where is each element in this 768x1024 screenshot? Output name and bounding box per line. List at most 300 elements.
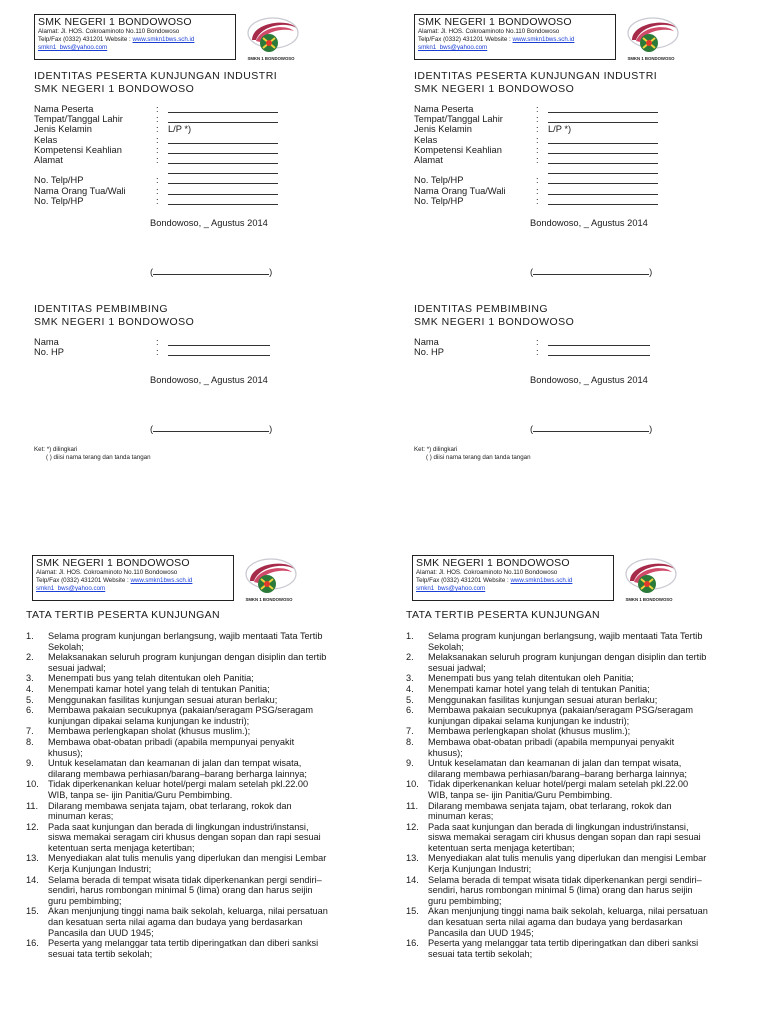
rule-item [406, 631, 768, 652]
field-label: Alamat [414, 154, 443, 165]
sign-close: ) [269, 266, 273, 277]
rule-text: minuman keras; [428, 811, 494, 822]
rule-number: 5. [406, 694, 414, 705]
field-colon: : [156, 104, 159, 114]
rule-number: 8. [406, 736, 414, 747]
pembimbing-date: Bondowoso, _ Agustus 2014 [530, 375, 648, 386]
rule-text: guru pembimbing; [48, 895, 122, 906]
field-colon: : [156, 185, 159, 196]
website-link[interactable]: www.smkn1bws.sch.id [510, 577, 573, 585]
pembimbing-signature[interactable] [150, 423, 398, 434]
rule-text: Menempati kamar hotel yang telah di tentukan Panitia; [48, 683, 270, 694]
rule-text: Sekolah; [48, 641, 84, 652]
rule-text: Menempati kamar hotel yang telah di tentukan Panitia; [428, 683, 650, 694]
sign-close: ) [269, 424, 273, 435]
rule-text: siswa memakai seragam ciri khusus dengan sopan dan rapi sesuai [48, 832, 321, 843]
sign-open: ( [150, 424, 154, 435]
peserta-form [414, 104, 768, 206]
field-input-line[interactable] [548, 165, 658, 174]
rule-text: Melaksanakan seluruh program kunjungan dengan disiplin dan tertib [48, 652, 327, 663]
rule-text: Menggunakan fasilitas kunjungan sesuai aturan berlaku; [48, 694, 278, 705]
peserta-title-2: SMK NEGERI 1 BONDOWOSO [414, 83, 575, 95]
form-row [34, 186, 398, 196]
field-input-line[interactable] [548, 186, 658, 195]
email-link[interactable]: smkn1_bws@yahoo.com [38, 44, 108, 52]
rule-text: Peserta yang melanggar tata tertib diperingatkan dan diberi sanksi [48, 938, 319, 949]
rule-number: 9. [26, 758, 34, 769]
rule-text: Menyediakan alat tulis menulis yang diperlukan dan mengisi Lembar [428, 853, 707, 864]
rule-text: Selama berada di tempat wisata tidak diperkenankan pergi sendiri– [428, 874, 702, 885]
field-input-line[interactable] [548, 347, 650, 356]
school-address: Alamat: Jl. HOS. Cokroaminoto No.110 Bondowoso [418, 28, 560, 35]
field-input-line[interactable] [548, 135, 658, 144]
field-colon: : [536, 154, 539, 165]
rule-number: 10. [26, 779, 39, 790]
form-row [34, 135, 398, 145]
peserta-title-1: IDENTITAS PESERTA KUNJUNGAN INDUSTRI [414, 70, 658, 82]
rule-text: Peserta yang melanggar tata tertib diperingatkan dan diberi sanksi [428, 938, 699, 949]
rule-item [406, 875, 768, 907]
pembimbing-signature[interactable] [530, 423, 768, 434]
school-telp [36, 577, 230, 585]
rule-text: Akan menjunjung tinggi nama baik sekolah, keluarga, nilai persatuan [48, 906, 328, 917]
rule-text: Melaksanakan seluruh program kunjungan dengan disiplin dan tertib [428, 652, 707, 663]
form-row [414, 175, 768, 185]
pembimbing-form [414, 337, 768, 357]
form-page-right [408, 14, 768, 462]
rule-text: ketentuan serta menjaga ketertiban; [428, 842, 575, 853]
logo-caption: SMKN 1 BONDOWOSO [625, 597, 673, 602]
rule-item [26, 652, 396, 673]
field-input-line[interactable] [548, 196, 658, 205]
signature-line[interactable] [533, 266, 649, 275]
school-logo-icon [240, 555, 298, 603]
rule-text: guru pembimbing; [428, 895, 502, 906]
peserta-signature[interactable] [530, 266, 768, 277]
rule-item [26, 705, 396, 726]
rule-item [26, 875, 396, 907]
rule-number: 7. [26, 726, 34, 737]
form-row [34, 337, 398, 347]
logo-caption: SMKN 1 BONDOWOSO [247, 56, 295, 61]
rule-text: kunjungan dipakai selama kunjungan ke industri); [48, 715, 250, 726]
field-label: Nama Orang Tua/Wali [414, 185, 506, 196]
field-input-line[interactable] [168, 145, 278, 154]
field-input-line[interactable] [548, 114, 658, 123]
rule-number: 14. [26, 874, 39, 885]
logo-caption: SMKN 1 BONDOWOSO [627, 56, 675, 61]
rule-text: Pancasila dan UUD 1945; [428, 927, 534, 938]
note-1: Ket: *) dilingkari [414, 446, 458, 454]
field-input-line[interactable] [168, 347, 270, 356]
field-input-line[interactable] [548, 175, 658, 184]
field-colon: : [536, 104, 539, 114]
rule-text: Tidak diperkenankan keluar hotel/pergi malam setelah pkl.22.00 [428, 779, 689, 790]
email-link[interactable]: smkn1_bws@yahoo.com [418, 44, 488, 52]
school-email-row [418, 44, 612, 52]
rule-item [26, 779, 396, 800]
form-row [414, 135, 768, 145]
form-row [34, 175, 398, 185]
school-logo-icon [620, 555, 678, 603]
note-2: ( ) diisi nama terang dan tanda tangan [426, 454, 531, 462]
rule-item [406, 695, 768, 706]
form-row [414, 124, 768, 134]
rule-number: 12. [406, 821, 419, 832]
rule-item [26, 726, 396, 737]
field-colon: : [156, 347, 159, 358]
field-colon: : [536, 114, 539, 125]
rule-number: 10. [406, 779, 419, 790]
rule-text: Untuk keselamatan dan keamanan di jalan dan tempat wisata, [48, 758, 302, 769]
field-input-line[interactable] [168, 155, 278, 164]
rule-item [406, 673, 768, 684]
rule-text: dan kesatuan serta nilai agama dan budaya yang berdasarkan [48, 917, 303, 928]
rule-text: Pancasila dan UUD 1945; [48, 927, 154, 938]
email-link[interactable]: smkn1_bws@yahoo.com [36, 585, 106, 593]
letterhead-box [414, 14, 616, 60]
rule-item [406, 779, 768, 800]
rule-item [406, 938, 768, 959]
field-input-line[interactable] [168, 337, 270, 346]
field-colon: : [536, 175, 539, 186]
rule-number: 3. [26, 673, 34, 684]
school-address: Alamat: Jl. HOS. Cokroaminoto No.110 Bondowoso [36, 569, 178, 576]
field-colon: : [156, 336, 159, 347]
rule-item [406, 705, 768, 726]
pembimbing-title-1: IDENTITAS PEMBIMBING [414, 302, 549, 315]
field-input-line[interactable] [548, 145, 658, 154]
rule-item [26, 758, 396, 779]
rules-page-right [406, 555, 768, 959]
rule-text: Akan menjunjung tinggi nama baik sekolah, keluarga, nilai persatuan [428, 906, 708, 917]
letterhead-box [412, 555, 614, 601]
field-input-line[interactable] [168, 135, 278, 144]
signature-line[interactable] [533, 423, 649, 432]
rule-text: dan kesatuan serta nilai agama dan budaya yang berdasarkan [428, 917, 683, 928]
rule-text: Selama program kunjungan berlangsung, wajib mentaati Tata Tertib [48, 631, 323, 641]
form-page-left [28, 14, 398, 462]
rule-text: sesuai jadwal; [428, 662, 486, 673]
school-telp [416, 577, 610, 585]
field-colon: : [156, 134, 159, 145]
field-label: Jenis Kelamin [414, 124, 472, 135]
field-label: Tempat/Tanggal Lahir [34, 114, 123, 125]
school-email-row [38, 44, 232, 52]
rule-text: Menempati bus yang telah ditentukan oleh Panitia; [48, 673, 254, 684]
form-row [34, 124, 398, 134]
form-row [414, 186, 768, 196]
rule-number: 7. [406, 726, 414, 737]
rule-item [26, 906, 396, 938]
rule-item [26, 801, 396, 822]
rule-item [26, 822, 396, 854]
form-row [34, 347, 398, 357]
notes [414, 446, 768, 462]
rule-text: Membawa obat-obatan pribadi (apabila mempunyai penyakit [428, 736, 675, 747]
school-logo-icon [622, 14, 680, 62]
school-logo-icon [242, 14, 300, 62]
field-label: Nama [414, 336, 439, 347]
school-name: SMK NEGERI 1 BONDOWOSO [36, 557, 190, 569]
field-label: Tempat/Tanggal Lahir [414, 114, 503, 125]
rule-text: Selama berada di tempat wisata tidak diperkenankan pergi sendiri– [48, 874, 322, 885]
school-address: Alamat: Jl. HOS. Cokroaminoto No.110 Bondowoso [416, 569, 558, 576]
field-colon: : [536, 144, 539, 155]
pembimbing-form [34, 337, 398, 357]
rule-number: 16. [406, 938, 419, 949]
field-colon: : [156, 144, 159, 155]
rule-text: WIB, tanpa se- ijin Panitia/Guru Pembimbing. [48, 789, 233, 800]
rule-text: khusus); [48, 747, 83, 758]
rule-item [26, 853, 396, 874]
field-colon: : [536, 185, 539, 196]
rule-item [406, 737, 768, 758]
field-label: Nama Peserta [414, 104, 474, 114]
field-input-line[interactable] [548, 337, 650, 346]
sign-close: ) [649, 424, 653, 435]
rule-text: sesuai tata tertib sekolah; [428, 948, 533, 959]
pembimbing-date: Bondowoso, _ Agustus 2014 [150, 375, 268, 386]
letterhead [28, 14, 398, 64]
field-label: Jenis Kelamin [34, 124, 92, 135]
rule-text: Menggunakan fasilitas kunjungan sesuai aturan berlaku; [428, 694, 658, 705]
rule-item [406, 801, 768, 822]
peserta-date: Bondowoso, _ Agustus 2014 [530, 217, 648, 228]
rule-item [26, 684, 396, 695]
rule-number: 9. [406, 758, 414, 769]
rule-item [26, 938, 396, 959]
form-row [414, 155, 768, 165]
field-label: Kompetensi Keahlian [34, 144, 122, 155]
rule-number: 15. [406, 906, 419, 917]
rule-item [406, 652, 768, 673]
field-colon: : [536, 347, 539, 358]
rule-number: 12. [26, 821, 39, 832]
rule-text: Dilarang membawa senjata tajam, obat terlarang, rokok dan [48, 800, 292, 811]
email-link[interactable]: smkn1_bws@yahoo.com [416, 585, 486, 593]
letterhead-box [32, 555, 234, 601]
rule-text: Sekolah; [428, 641, 464, 652]
peserta-title-2: SMK NEGERI 1 BONDOWOSO [34, 83, 195, 95]
peserta-date: Bondowoso, _ Agustus 2014 [150, 217, 268, 228]
rule-text: Menyediakan alat tulis menulis yang diperlukan dan mengisi Lembar [48, 853, 327, 864]
signature-line[interactable] [153, 266, 269, 275]
rule-number: 1. [26, 631, 34, 641]
rule-item [406, 726, 768, 737]
letterhead [26, 555, 396, 605]
signature-line[interactable] [153, 423, 269, 432]
gender-choice[interactable]: L/P *) [168, 124, 192, 135]
form-row [414, 165, 768, 175]
rule-text: sesuai tata tertib sekolah; [48, 948, 153, 959]
rule-number: 3. [406, 673, 414, 684]
rule-number: 6. [26, 705, 34, 716]
logo-caption: SMKN 1 BONDOWOSO [245, 597, 293, 602]
form-row [34, 155, 398, 165]
rule-text: sendiri, harus rombongan minimal 5 (lima) orang dan harus seijin [428, 885, 693, 896]
rules-title: TATA TERTIB PESERTA KUNJUNGAN [26, 609, 221, 621]
rule-text: Membawa pakaian secukupnya (pakaian/seragam PSG/seragam [428, 705, 694, 716]
peserta-signature[interactable] [150, 266, 398, 277]
rule-text: sesuai jadwal; [48, 662, 106, 673]
telp-text: Telp/Fax (0332) 431201 Website : [38, 36, 133, 44]
field-input-line[interactable] [548, 155, 658, 164]
rule-number: 16. [26, 938, 39, 949]
field-label: No. HP [414, 347, 444, 358]
letterhead [406, 555, 768, 605]
field-label: Kompetensi Keahlian [414, 144, 502, 155]
rule-text: Pada saat kunjungan dan berada di lingkungan industri/instansi, [428, 821, 689, 832]
sign-open: ( [530, 424, 534, 435]
rule-text: Membawa perlengkapan sholat (khusus muslim.); [428, 726, 631, 737]
rule-text: siswa memakai seragam ciri khusus dengan sopan dan rapi sesuai [428, 832, 701, 843]
school-name: SMK NEGERI 1 BONDOWOSO [38, 16, 192, 28]
rule-number: 1. [406, 631, 414, 641]
field-label: Nama Peserta [34, 104, 94, 114]
rules-list [26, 631, 396, 959]
field-label: Alamat [34, 154, 63, 165]
school-name: SMK NEGERI 1 BONDOWOSO [416, 557, 570, 569]
rule-number: 4. [26, 683, 34, 694]
form-row [414, 196, 768, 206]
school-email-row [36, 585, 230, 593]
sign-open: ( [150, 266, 154, 277]
field-label: Kelas [34, 134, 58, 145]
rule-number: 14. [406, 874, 419, 885]
rule-number: 2. [406, 652, 414, 663]
school-name: SMK NEGERI 1 BONDOWOSO [418, 16, 572, 28]
rule-item [26, 737, 396, 758]
form-row [414, 104, 768, 114]
field-label: Kelas [414, 134, 438, 145]
sign-open: ( [530, 266, 534, 277]
rule-text: Kerja Kunjungan Industri; [428, 864, 532, 875]
field-colon: : [156, 124, 159, 135]
rule-item [406, 853, 768, 874]
letterhead [408, 14, 768, 64]
rule-number: 11. [406, 800, 419, 811]
field-input-line[interactable] [168, 165, 278, 174]
rule-text: Menempati bus yang telah ditentukan oleh Panitia; [428, 673, 634, 684]
note-1: Ket: *) dilingkari [34, 446, 78, 454]
rules-page-left [26, 555, 396, 959]
field-label: No. HP [34, 347, 64, 358]
rule-text: dilarang membawa perhiasan/barang–barang berharga lainnya; [48, 768, 307, 779]
rule-number: 11. [26, 800, 39, 811]
notes [34, 446, 398, 462]
field-colon: : [156, 175, 159, 186]
website-link[interactable]: www.smkn1bws.sch.id [130, 577, 193, 585]
field-input-line[interactable] [168, 186, 278, 195]
school-telp [38, 36, 232, 44]
rule-text: kunjungan dipakai selama kunjungan ke industri); [428, 715, 630, 726]
form-row [414, 114, 768, 124]
rules-list [406, 631, 768, 959]
field-input-line[interactable] [168, 114, 278, 123]
sign-close: ) [649, 266, 653, 277]
rule-number: 2. [26, 652, 34, 663]
field-input-line[interactable] [168, 196, 278, 205]
form-row [34, 104, 398, 114]
rule-text: Membawa obat-obatan pribadi (apabila mempunyai penyakit [48, 736, 295, 747]
rule-text: dilarang membawa perhiasan/barang–barang berharga lainnya; [428, 768, 687, 779]
school-address: Alamat: Jl. HOS. Cokroaminoto No.110 Bondowoso [38, 28, 180, 35]
field-label: No. Telp/HP [414, 195, 464, 206]
rule-text: Pada saat kunjungan dan berada di lingkungan industri/instansi, [48, 821, 309, 832]
field-colon: : [156, 114, 159, 125]
field-colon: : [536, 124, 539, 135]
rule-text: sendiri, harus rombongan minimal 5 (lima) orang dan harus seijin [48, 885, 313, 896]
field-label: No. Telp/HP [414, 175, 464, 186]
peserta-title-1: IDENTITAS PESERTA KUNJUNGAN INDUSTRI [34, 70, 278, 82]
field-colon: : [536, 134, 539, 145]
form-row [34, 114, 398, 124]
pembimbing-title-2: SMK NEGERI 1 BONDOWOSO [34, 315, 195, 328]
rule-text: khusus); [428, 747, 463, 758]
note-2: ( ) diisi nama terang dan tanda tangan [46, 454, 151, 462]
letterhead-box [34, 14, 236, 60]
field-input-line[interactable] [168, 175, 278, 184]
gender-choice[interactable]: L/P *) [548, 124, 572, 135]
rule-number: 15. [26, 906, 39, 917]
field-label: No. Telp/HP [34, 195, 84, 206]
school-telp [418, 36, 612, 44]
field-input-line[interactable] [168, 104, 278, 113]
website-link[interactable]: www.smkn1bws.sch.id [132, 36, 195, 44]
rule-number: 6. [406, 705, 414, 716]
field-input-line[interactable] [548, 104, 658, 113]
website-link[interactable]: www.smkn1bws.sch.id [512, 36, 575, 44]
rule-item [406, 684, 768, 695]
rule-text: ketentuan serta menjaga ketertiban; [48, 842, 195, 853]
rule-number: 5. [26, 694, 34, 705]
rule-text: minuman keras; [48, 811, 114, 822]
rule-number: 13. [406, 853, 419, 864]
pembimbing-title-1: IDENTITAS PEMBIMBING [34, 302, 169, 315]
field-label: Nama [34, 336, 59, 347]
rule-number: 13. [26, 853, 39, 864]
telp-text: Telp/Fax (0332) 431201 Website : [36, 577, 131, 585]
rule-item [406, 822, 768, 854]
rule-text: WIB, tanpa se- ijin Panitia/Guru Pembimbing. [428, 789, 613, 800]
form-row [414, 337, 768, 347]
form-row [34, 196, 398, 206]
form-row [414, 145, 768, 155]
rule-item [406, 906, 768, 938]
rule-number: 8. [26, 736, 34, 747]
pembimbing-title-2: SMK NEGERI 1 BONDOWOSO [414, 315, 575, 328]
peserta-form [34, 104, 398, 206]
field-label: No. Telp/HP [34, 175, 84, 186]
field-colon: : [536, 336, 539, 347]
rule-item [406, 758, 768, 779]
rule-item [26, 631, 396, 652]
field-colon: : [156, 154, 159, 165]
field-label: Nama Orang Tua/Wali [34, 185, 126, 196]
field-colon: : [156, 195, 159, 206]
school-email-row [416, 585, 610, 593]
rule-text: Kerja Kunjungan Industri; [48, 864, 152, 875]
telp-text: Telp/Fax (0332) 431201 Website : [416, 577, 511, 585]
rule-item [26, 673, 396, 684]
rule-number: 4. [406, 683, 414, 694]
rules-title: TATA TERTIB PESERTA KUNJUNGAN [406, 609, 601, 621]
telp-text: Telp/Fax (0332) 431201 Website : [418, 36, 513, 44]
rule-text: Membawa pakaian secukupnya (pakaian/seragam PSG/seragam [48, 705, 314, 716]
rule-text: Dilarang membawa senjata tajam, obat terlarang, rokok dan [428, 800, 672, 811]
rule-text: Tidak diperkenankan keluar hotel/pergi malam setelah pkl.22.00 [48, 779, 309, 790]
